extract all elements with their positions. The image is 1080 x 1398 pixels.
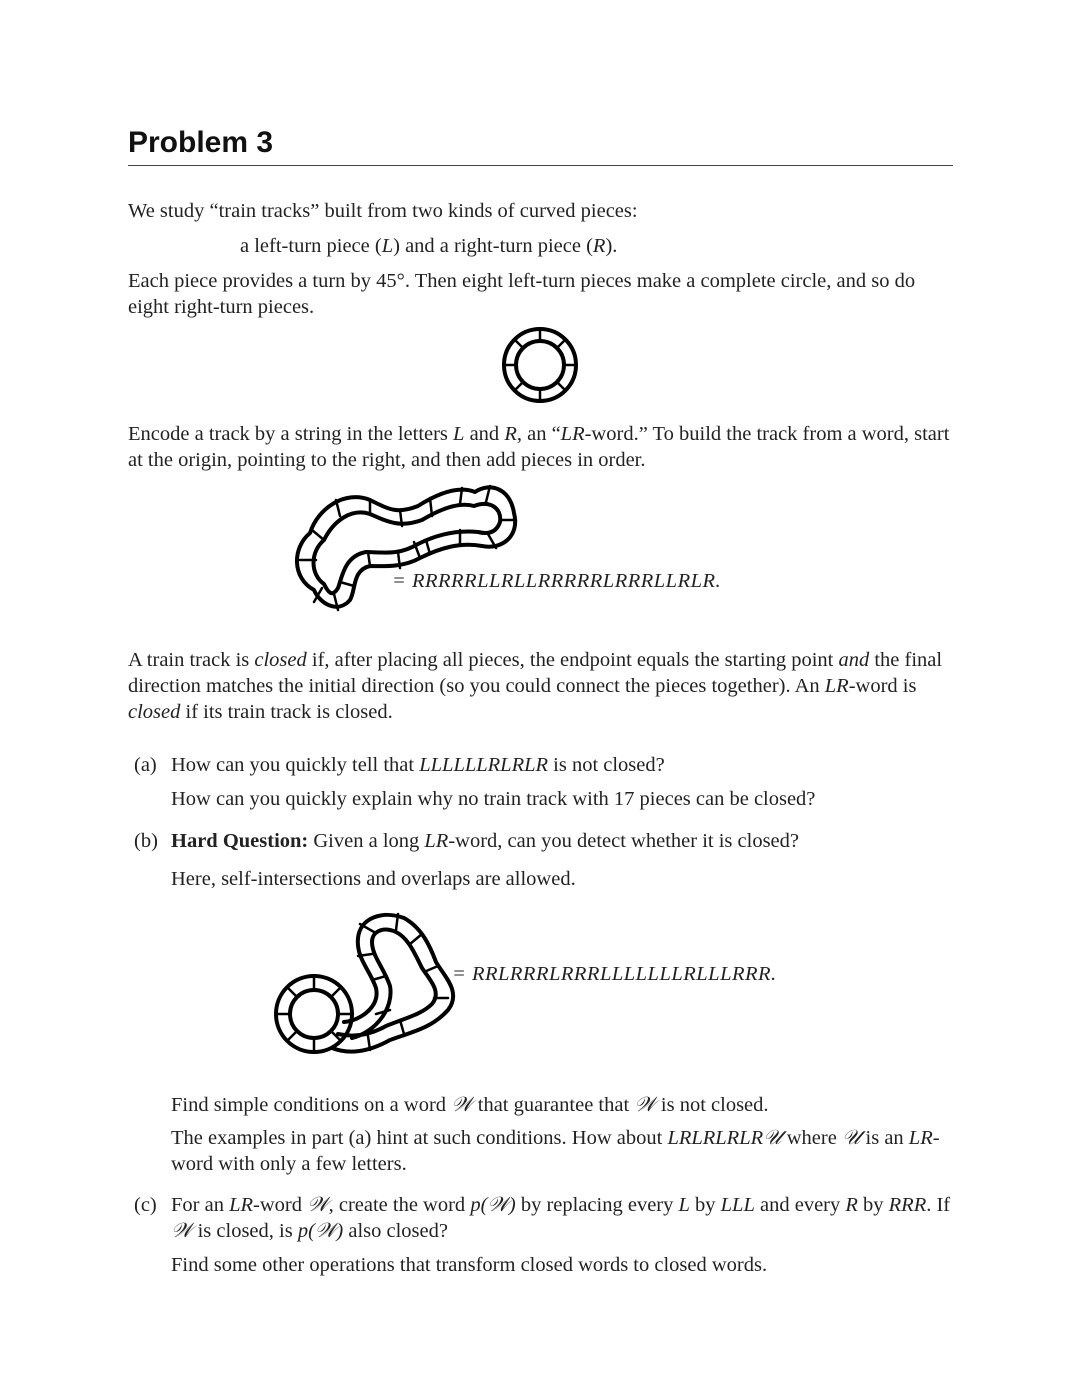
circle-piece-divider <box>515 382 523 390</box>
part-b-line-1: Hard Question: Given a long LR-word, can you detect whether it is closed? <box>171 830 799 852</box>
intro-line-2: a left-turn piece (L) and a right-turn piece (R). <box>240 235 618 257</box>
part-a-line-2: How can you quickly explain why no train track with 17 pieces can be closed? <box>171 788 816 810</box>
circle-inner-rail <box>516 341 564 389</box>
track-figure-1 <box>290 478 530 618</box>
track-figure-2 <box>272 910 472 1060</box>
word-example-1: = RRRRRLLRLLRRRRRLRRRLLRLR. <box>392 570 722 592</box>
title-rule <box>128 165 953 166</box>
closed-definition: A train track is closed if, after placing all pieces, the endpoint equals the starting point and the final direction matches the initial direction (so you could connect the pieces together). An LR-word is closed if its train track is closed. <box>128 649 943 723</box>
part-b-label: (b) <box>134 830 158 852</box>
part-b-line-4: The examples in part (a) hint at such conditions. How about LRLRLRLR𝒰 where 𝒰 is an LR-word with only a few letters. <box>171 1127 940 1175</box>
intro-line-1: We study “train tracks” built from two kinds of curved pieces: <box>128 200 638 222</box>
page-title: Problem 3 <box>128 126 274 159</box>
circle-piece-divider <box>557 382 565 390</box>
part-c-label: (c) <box>134 1194 157 1216</box>
encode-paragraph: Encode a track by a string in the letters L and R, an “LR-word.” To build the track from a word, start at the origin, pointing to the right, and then add pieces in order. <box>128 423 950 471</box>
part-c-line-1: For an LR-word 𝒲, create the word p(𝒲) by replacing every L by LLL and every R by RRR. If 𝒲 is closed, is p(𝒲) also closed? <box>171 1194 951 1242</box>
circle-piece-divider <box>515 340 523 348</box>
part-b-line-3: Find simple conditions on a word 𝒲 that guarantee that 𝒲 is not closed. <box>171 1094 769 1116</box>
part-c-line-2: Find some other operations that transform closed words to closed words. <box>171 1254 768 1276</box>
part-a-line-1: How can you quickly tell that LLLLLLRLRLR is not closed? <box>171 754 665 776</box>
part-a-label: (a) <box>134 754 157 776</box>
track-2-outer-rail <box>332 915 453 1052</box>
track-2-ties <box>276 914 448 1052</box>
word-example-2: = RRLRRRLRRRLLLLLLLRLLLRRR. <box>452 963 777 985</box>
intro-line-3: Each piece provides a turn by 45°. Then eight left-turn pieces make a complete circle, and so do eight right-turn pieces. <box>128 270 916 318</box>
part-b-line-2: Here, self-intersections and overlaps are allowed. <box>171 868 576 890</box>
circle-track-figure <box>500 327 580 407</box>
circle-piece-divider <box>557 340 565 348</box>
